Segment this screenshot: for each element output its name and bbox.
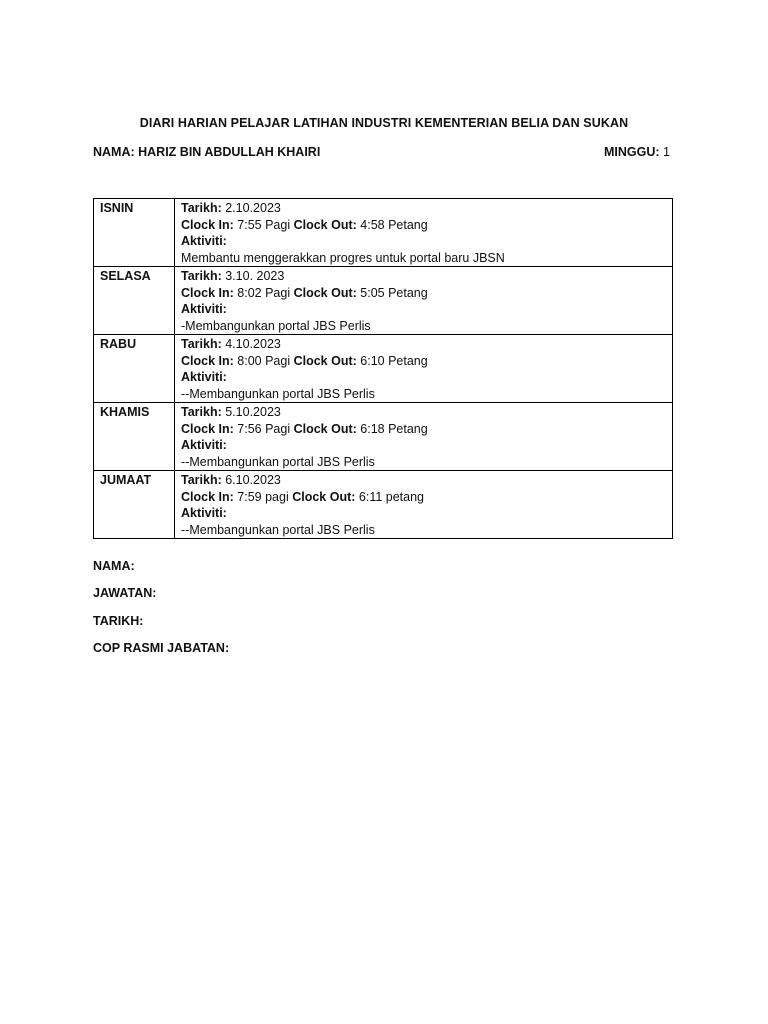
date-line (181, 268, 666, 285)
clock-in-label: Clock In: (181, 217, 234, 232)
entry-cell (175, 335, 673, 403)
activity-text: -Membangunkan portal JBS Perlis (181, 318, 371, 333)
entry-cell (175, 199, 673, 267)
activity-label: Aktiviti: (181, 234, 227, 248)
date-line (181, 200, 666, 217)
sign-date-label: TARIKH: (93, 614, 144, 628)
clock-out-value: 6:18 Petang (360, 421, 428, 436)
clock-out-label: Clock Out: (293, 217, 357, 232)
date-label: Tarikh: (181, 473, 222, 487)
date-label: Tarikh: (181, 269, 222, 283)
activity-text: --Membangunkan portal JBS Perlis (181, 522, 375, 537)
clock-in-value: 8:02 Pagi (237, 285, 291, 300)
clock-line (181, 421, 666, 438)
sign-stamp-label: COP RASMI JABATAN: (93, 641, 230, 655)
document-title: DIARI HARIAN PELAJAR LATIHAN INDUSTRI KEMENTERIAN BELIA DAN SUKAN (139, 116, 629, 130)
entry-cell (175, 471, 673, 539)
date-line (181, 472, 666, 489)
clock-out-value: 6:10 Petang (360, 353, 428, 368)
week-value: 1 (663, 145, 670, 159)
clock-in-value: 7:59 pagi (237, 489, 289, 504)
day-cell: RABU (94, 335, 175, 403)
clock-in-label: Clock In: (181, 489, 234, 504)
date-value: 3.10. 2023 (225, 269, 285, 283)
clock-line (181, 285, 666, 302)
clock-line (181, 489, 666, 506)
entry-cell (175, 403, 673, 471)
day-cell: KHAMIS (94, 403, 175, 471)
clock-out-value: 6:11 petang (358, 489, 424, 504)
activity-label: Aktiviti: (181, 506, 227, 520)
date-line (181, 404, 666, 421)
clock-in-label: Clock In: (181, 353, 234, 368)
date-label: Tarikh: (181, 337, 222, 351)
date-label: Tarikh: (181, 405, 222, 419)
date-value: 4.10.2023 (225, 337, 281, 351)
day-cell: SELASA (94, 267, 175, 335)
diary-row (94, 471, 673, 539)
date-value: 6.10.2023 (225, 473, 281, 487)
clock-out-value: 4:58 Petang (360, 217, 428, 232)
clock-in-label: Clock In: (181, 421, 234, 436)
diary-row (94, 403, 673, 471)
clock-in-value: 7:55 Pagi (237, 217, 291, 232)
clock-out-label: Clock Out: (292, 489, 356, 504)
diary-table (93, 198, 673, 539)
clock-out-label: Clock Out: (293, 421, 357, 436)
date-value: 2.10.2023 (225, 201, 281, 215)
entry-cell (175, 267, 673, 335)
day-cell: ISNIN (94, 199, 175, 267)
student-name: NAMA: HARIZ BIN ABDULLAH KHAIRI (93, 145, 321, 159)
clock-out-label: Clock Out: (293, 353, 357, 368)
day-cell: JUMAAT (94, 471, 175, 539)
activity-label: Aktiviti: (181, 370, 227, 384)
date-value: 5.10.2023 (225, 405, 281, 419)
activity-text: --Membangunkan portal JBS Perlis (181, 386, 375, 401)
date-line (181, 336, 666, 353)
activity-label: Aktiviti: (181, 438, 227, 452)
date-label: Tarikh: (181, 201, 222, 215)
clock-out-label: Clock Out: (293, 285, 357, 300)
clock-in-value: 8:00 Pagi (237, 353, 291, 368)
clock-line (181, 217, 666, 234)
week-label: MINGGU: (604, 145, 660, 159)
activity-text: Membantu menggerakkan progres untuk portal baru JBSN (181, 250, 505, 265)
clock-in-label: Clock In: (181, 285, 234, 300)
activity-label: Aktiviti: (181, 302, 227, 316)
diary-row (94, 267, 673, 335)
diary-row (94, 199, 673, 267)
sign-position-label: JAWATAN: (93, 586, 157, 600)
clock-line (181, 353, 666, 370)
sign-name-label: NAMA: (93, 559, 135, 573)
week-number (604, 145, 670, 159)
clock-out-value: 5:05 Petang (360, 285, 428, 300)
clock-in-value: 7:56 Pagi (237, 421, 291, 436)
activity-text: --Membangunkan portal JBS Perlis (181, 454, 375, 469)
diary-row (94, 335, 673, 403)
